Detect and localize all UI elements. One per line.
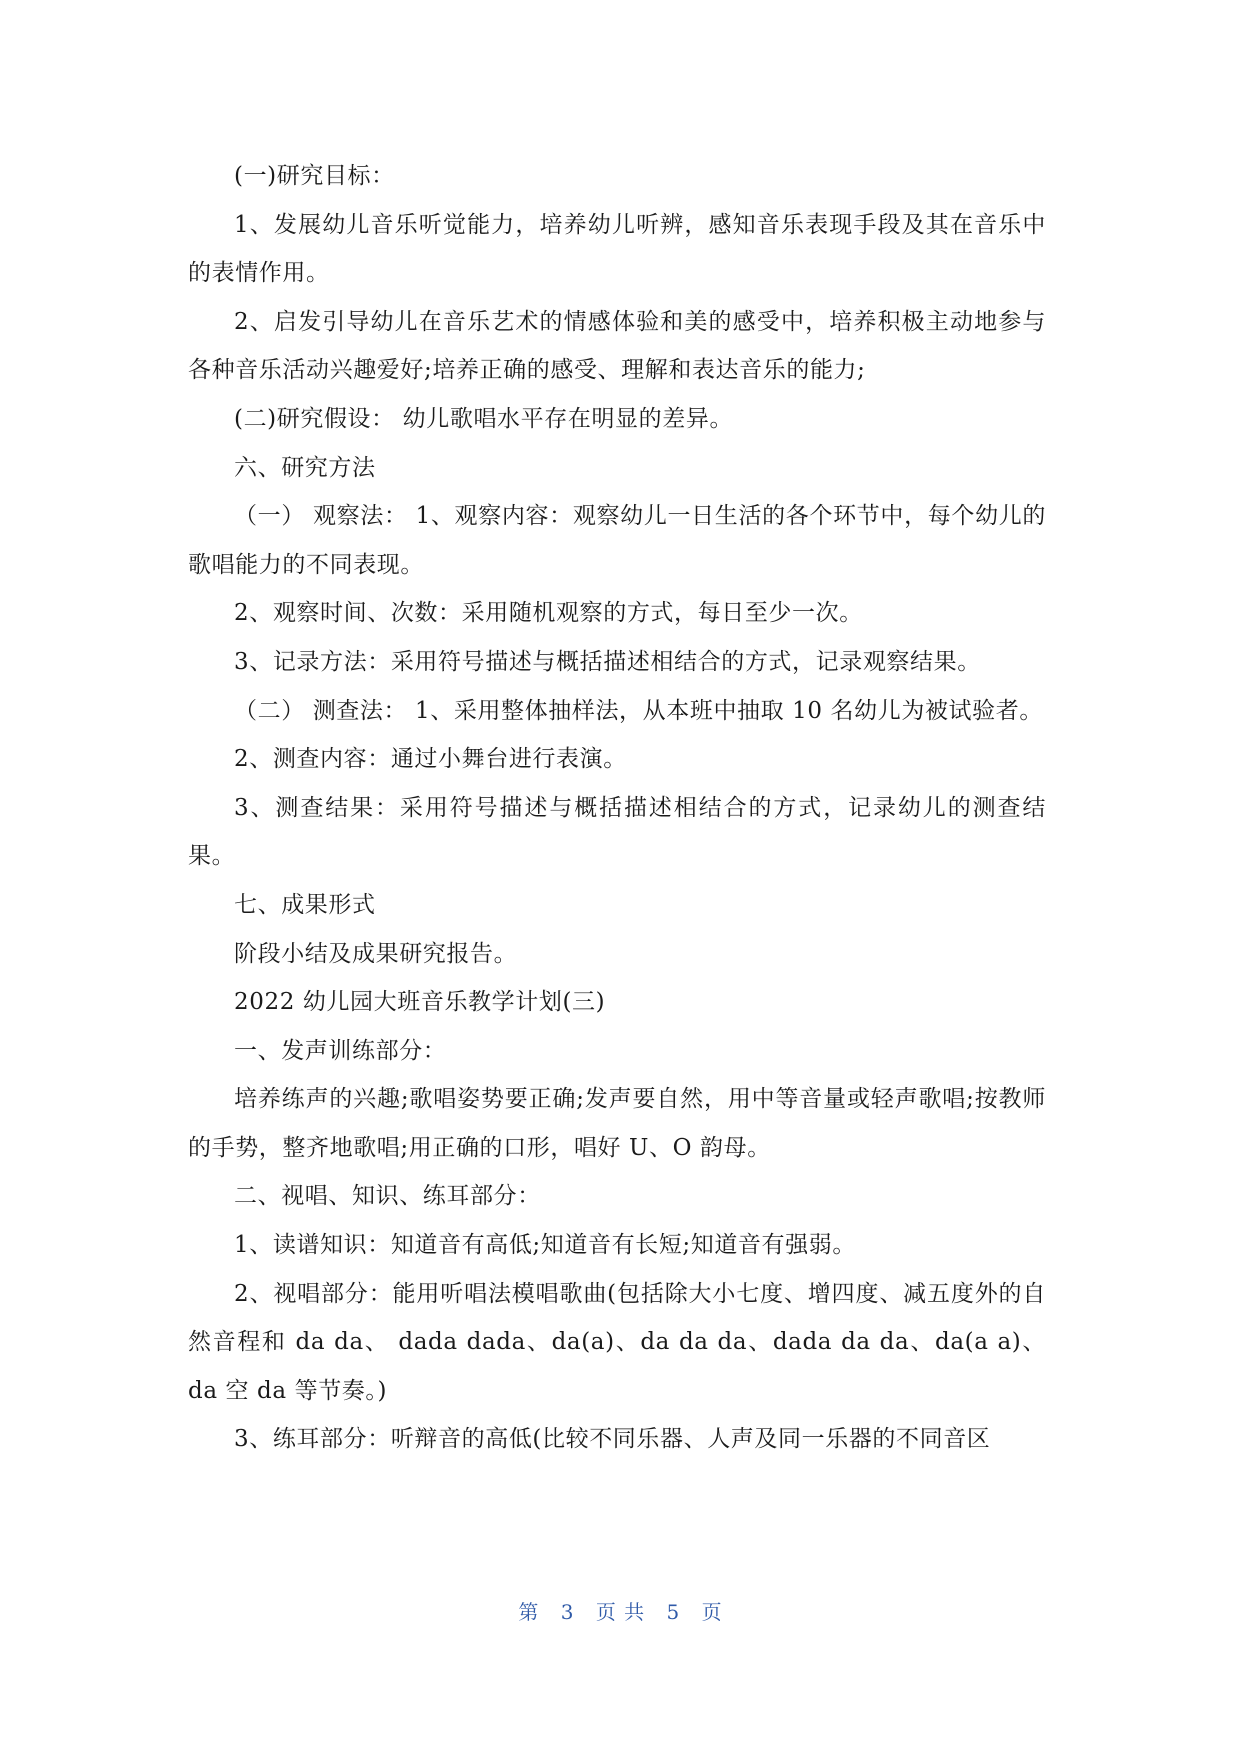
paragraph-survey-content: 2、测查内容：通过小舞台进行表演。: [234, 746, 627, 773]
footer-suffix: 页: [701, 1600, 723, 1624]
paragraph-recording-method: 3、记录方法：采用符号描述与概括描述相结合的方式，记录观察结果。: [234, 648, 981, 675]
section-heading-sight-singing: 二、视唱、知识、练耳部分：: [234, 1183, 541, 1210]
paragraph-hypothesis: (二)研究假设： 幼儿歌唱水平存在明显的差异。: [234, 405, 734, 432]
section-heading-outcome: 七、成果形式: [234, 891, 376, 918]
paragraph-sight-singing: 2、视唱部分：能用听唱法模唱歌曲(包括除大小七度、增四度、减五度外的自然音程和 da da、 dada dada、da(a)、da da da、dada da da、da(a a)、da 空 da 等节奏。): [188, 1280, 1046, 1404]
paragraph-goal-2: 2、启发引导幼儿在音乐艺术的情感体验和美的感受中，培养积极主动地参与各种音乐活动兴趣爱好;培养正确的感受、理解和表达音乐的能力;: [188, 308, 1046, 384]
paragraph-outcome: 阶段小结及成果研究报告。: [234, 940, 518, 967]
paragraph-ear-training: 3、练耳部分：听辩音的高低(比较不同乐器、人声及同一乐器的不同音区: [234, 1426, 991, 1453]
paragraph-observation-time: 2、观察时间、次数：采用随机观察的方式，每日至少一次。: [234, 600, 863, 627]
page-footer: [0, 1596, 1241, 1625]
section-heading-vocal-training: 一、发声训练部分：: [234, 1037, 447, 1064]
document-title-plan-3: 2022 幼儿园大班音乐教学计划(三): [234, 989, 606, 1016]
document-body: [188, 152, 1046, 1464]
paragraph-survey-method: （二） 测查法： 1、采用整体抽样法，从本班中抽取 10 名幼儿为被试验者。: [234, 697, 1043, 724]
paragraph-notation-knowledge: 1、读谱知识：知道音有高低;知道音有长短;知道音有强弱。: [234, 1232, 856, 1259]
paragraph-survey-result: 3、测查结果：采用符号描述与概括描述相结合的方式，记录幼儿的测查结果。: [188, 794, 1046, 870]
paragraph-vocal-training: 培养练声的兴趣;歌唱姿势要正确;发声要自然，用中等音量或轻声歌唱;按教师的手势，整齐地歌唱;用正确的口形，唱好 U、O 韵母。: [188, 1086, 1046, 1161]
footer-prefix: 第: [518, 1600, 540, 1624]
paragraph-goal-1: 1、发展幼儿音乐听觉能力，培养幼儿听辨，感知音乐表现手段及其在音乐中的表情作用。: [188, 211, 1046, 287]
footer-middle: 页 共: [595, 1600, 646, 1624]
footer-current-page: 3: [560, 1600, 575, 1624]
paragraph-research-goals-heading: (一)研究目标：: [234, 163, 395, 189]
section-heading-methods: 六、研究方法: [234, 454, 376, 481]
paragraph-observation-content: （一） 观察法： 1、观察内容：观察幼儿一日生活的各个环节中，每个幼儿的歌唱能力的不同表现。: [188, 503, 1046, 578]
footer-total-pages: 5: [666, 1600, 681, 1624]
